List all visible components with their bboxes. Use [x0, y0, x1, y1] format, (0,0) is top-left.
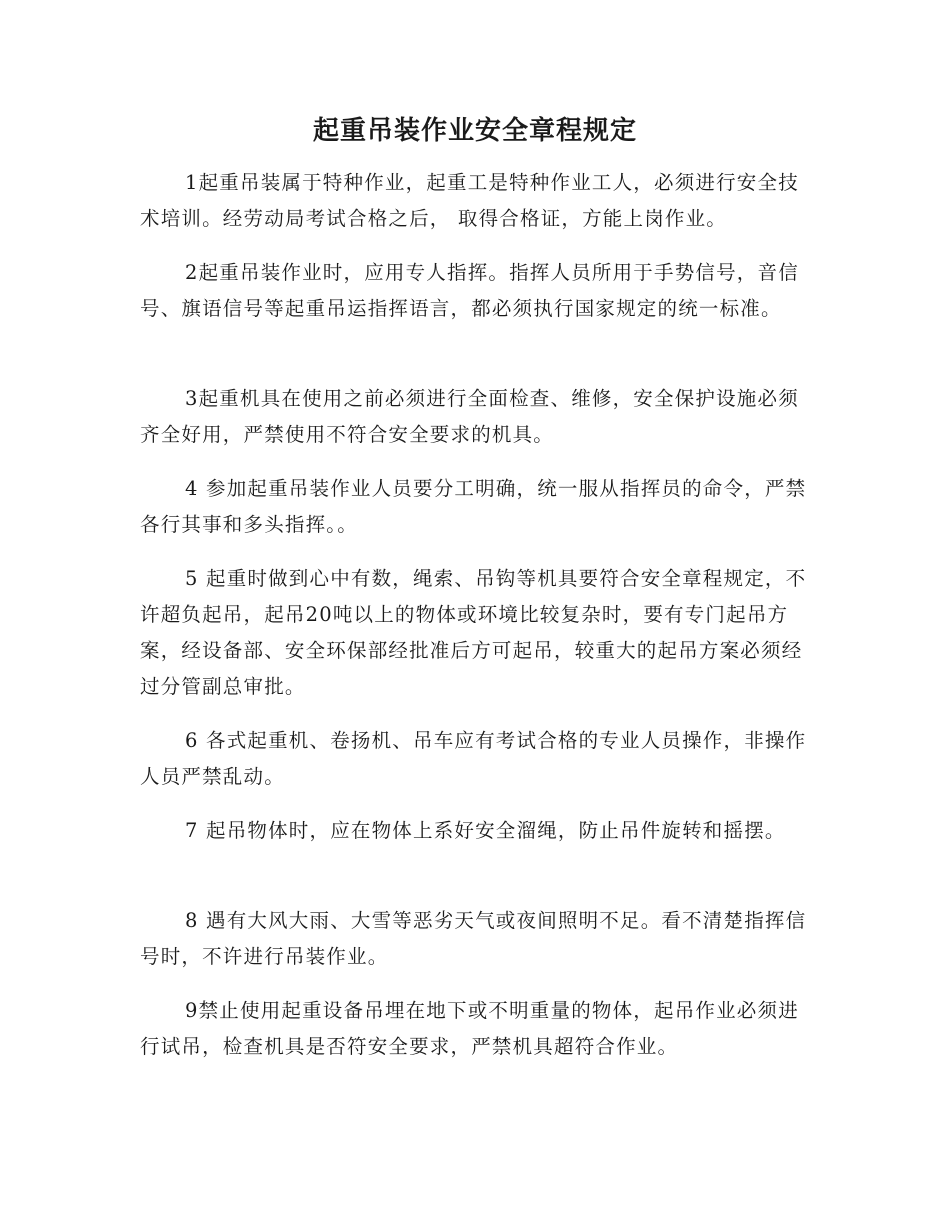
paragraph-5: 5 起重时做到心中有数，绳索、吊钩等机具要符合安全章程规定，不许超负起吊，起吊20吨以上的物体或环境比较复杂时，要有专门起吊方案，经设备部、安全环保部经批准后方可起吊，较重大的起吊方案必须经过分管副总审批。 [140, 567, 807, 698]
paragraph-7: 7 起吊物体时，应在物体上系好安全溜绳，防止吊件旋转和摇摆。 [185, 819, 786, 842]
paragraph-1: 1起重吊装属于特种作业，起重工是特种作业工人，必须进行安全技术培训。经劳动局考试合格之后， 取得合格证，方能上岗作业。 [140, 171, 799, 230]
paragraph-8: 8 遇有大风大雨、大雪等恶劣天气或夜间照明不足。看不清楚指挥信号时，不许进行吊装作业。 [140, 909, 807, 968]
paragraph-6: 6 各式起重机、卷扬机、吊车应有考试合格的专业人员操作，非操作人员严禁乱动。 [140, 729, 807, 788]
paragraph-9: 9禁止使用起重设备吊埋在地下或不明重量的物体，起吊作业必须进行试吊，检查机具是否符安全要求，严禁机具超符合作业。 [140, 999, 799, 1058]
paragraph-3: 3起重机具在使用之前必须进行全面检查、维修，安全保护设施必须齐全好用，严禁使用不符合安全要求的机具。 [140, 387, 799, 446]
document-title: 起重吊装作业安全章程规定 [312, 116, 637, 146]
paragraph-4: 4 参加起重吊装作业人员要分工明确，统一服从指挥员的命令，严禁各行其事和多头指挥。。 [140, 477, 807, 536]
paragraph-2: 2起重吊装作业时，应用专人指挥。指挥人员所用于手势信号，音信号、旗语信号等起重吊运指挥语言，都必须执行国家规定的统一标准。 [140, 261, 799, 320]
